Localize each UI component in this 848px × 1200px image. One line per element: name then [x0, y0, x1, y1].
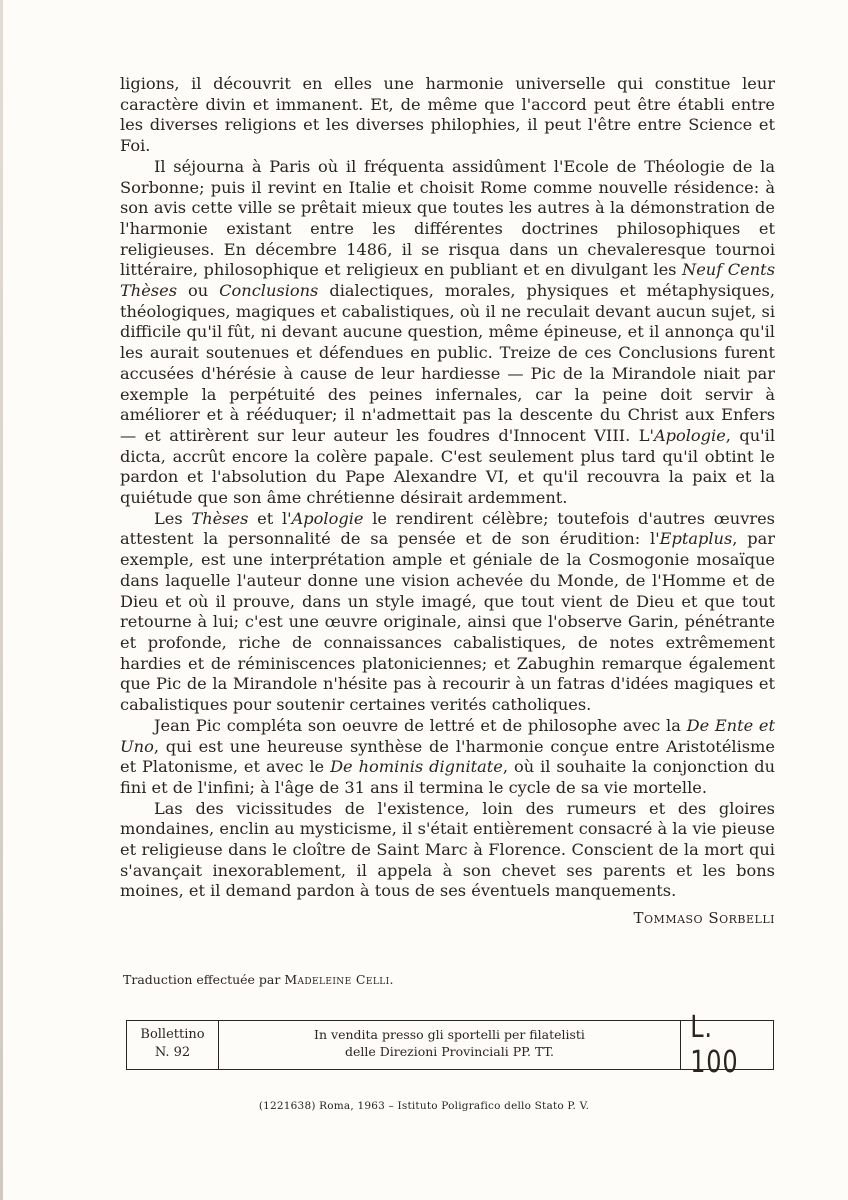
italic-title: Eptaplus [659, 529, 733, 549]
paragraph-5: Las des vicissitudes de l'existence, loin des rumeurs et des gloires mondaines, enclin au mysticisme, il s'était entièrement consacré à la vie pieuse et religieuse dans le cloître de Saint Marc à Florence. Conscient de la mort qui s'avançait inexorablement, il appela à son chevet ses parents et les bons moines, et il demand pardon à tous de ses éventuels manquements. [120, 798, 775, 901]
bulletin-number: N. 92 [154, 1045, 191, 1060]
price-label: L. 100 [690, 1010, 739, 1080]
page-edge-shadow [0, 0, 3, 1200]
bulletin-info [127, 1021, 219, 1069]
paragraph-3: Les Thèses et l'Apologie le rendirent célèbre; toutefois d'autres œuvres attestent la personnalité de sa pensée et de son érudition: l'Eptaplus, par exemple, est une interprétation ample et géniale de la Cosmogonie mosaïque dans laquelle l'auteur donne une vision achevée du Monde, de l'Homme et de Dieu et où il prouve, dans un style imagé, que tout vient de Dieu et que tout retourne à lui; c'est une œuvre originale, ainsi que l'observe Garin, pénétrante et profonde, riche de connaissances cabalistiques, de notes extrêmement hardies et de réminiscences platoniciennes; et Zabughin remarque également que Pic de la Mirandole n'hésite pas à recourir à un fatras d'idées magiques et cabalistiques pour soutenir certaines verités catholiques. [120, 508, 775, 715]
paragraph-1: ligions, il découvrit en elles une harmonie universelle qui constitue leur caractère divin et immanent. Et, de même que l'accord peut être établi entre les diverses religions et les diverses philophies, il peut l'être entre Science et Foi. [120, 74, 775, 156]
italic-title: Conclusions [219, 281, 319, 301]
bulletin-label: Bollettino [140, 1027, 205, 1042]
paragraph-4: Jean Pic compléta son oeuvre de lettré et de philosophe avec la De Ente et Uno, qui est une heureuse synthèse de l'harmonie conçue entre Aristotélisme et Platonisme, et avec le De hominis dignitate, où il souhaite la conjonction du fini et de l'infini; à l'âge de 31 ans il termina le cycle de sa vie mortelle. [120, 715, 776, 797]
italic-title: Apologie [653, 425, 726, 445]
italic-title: Neuf Cents Thèses [120, 260, 775, 301]
bulletin-footer-box [126, 1010, 774, 1080]
author-signature: Tommaso Sorbelli [633, 909, 775, 928]
article-body [120, 74, 775, 931]
sale-notice: In vendita presso gli sportelli per filatelisti delle Direzioni Provinciali PP. TT. [219, 1021, 681, 1069]
italic-title: De hominis dignitate [330, 757, 503, 777]
italic-title: De Ente et Uno [120, 715, 775, 756]
italic-title: Apologie [291, 508, 364, 528]
paragraph-2: Il séjourna à Paris où il fréquenta assidûment l'Ecole de Théologie de la Sorbonne; puis il revint en Italie et choisit Rome comme nouvelle résidence: à son avis cette ville se prêtait mieux que toutes les autres à la démonstration de l'harmonie existant entre les différentes doctrines philosophiques et religieuses. En décembre 1486, il se risqua dans un chevaleresque tournoi littéraire, philosophique et religieux en publiant et en divulgant les Neuf Cents Thèses ou Conclusions dialectiques, morales, physiques et métaphysiques, théologiques, magiques et cabalistiques, où il ne reculait devant aucun sujet, si difficile qu'il fût, ni devant aucune question, même épineuse, et il annonça qu'il les aurait soutenues et défendues en public. Treize de ces Conclusions furent accusées d'hérésie à cause de leur hardiesse — Pic de la Mirandole niait par exemple la perpétuité des peines infernales, car la peine doit servir à améliorer et à rééduquer; il n'admettait pas la descente du Christ aux Enfers — et attirèrent sur leur auteur les foudres d'Innocent VIII. L'Apologie, qu'il dicta, accrût encore la colère papale. C'est seulement plus tard qu'il obtint le pardon et l'absolution du Pape Alexandre VI, et qu'il recouvra la paix et la quiétude que son âme chrétienne désirait ardemment. [120, 156, 776, 508]
printer-colophon: (1221638) Roma, 1963 – Istituto Poligrafico dello Stato P. V. [258, 1100, 590, 1112]
italic-title: Thèses [191, 508, 249, 528]
translation-credit: Traduction effectuée par Madeleine Celli. [123, 972, 394, 987]
translator-name: Madeleine Celli. [284, 972, 394, 987]
